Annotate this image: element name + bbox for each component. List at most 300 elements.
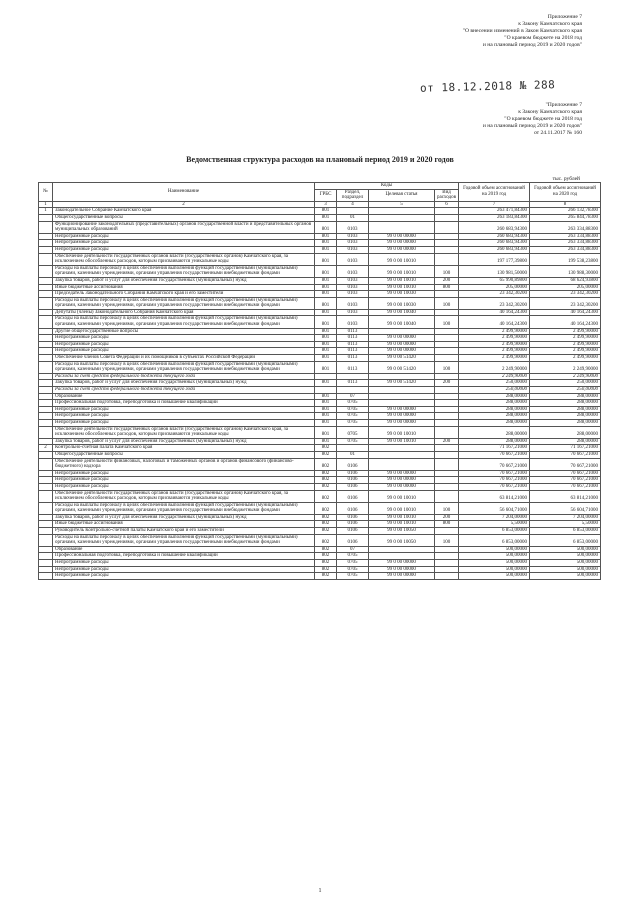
cell-grbs: 802 xyxy=(315,560,337,567)
cell-target xyxy=(369,451,435,458)
col-number: 3 xyxy=(315,201,337,208)
cell-y2019: 500,00000 xyxy=(459,546,530,553)
cell-name: Общегосударственные вопросы xyxy=(53,214,315,221)
note-row xyxy=(39,387,601,394)
cell-grbs: 802 xyxy=(315,502,337,514)
cell-target: 99 0 00 10030 xyxy=(369,291,435,298)
cell-y2020: 56 604,71000 xyxy=(530,502,601,514)
cell-section: 0106 xyxy=(337,514,369,521)
cell-vr: 200 xyxy=(435,277,459,284)
cell-grbs: 801 xyxy=(315,233,337,240)
cell-y2019: 197 177,39800 xyxy=(459,253,530,265)
cell-y2019: 288,00000 xyxy=(459,426,530,438)
header-second-line: и на плановый период 2019 и 2020 годов" xyxy=(482,123,582,129)
cell-target: 99 0 00 10010 xyxy=(369,277,435,284)
cell-section: 0113 xyxy=(337,328,369,335)
cell-section: 0103 xyxy=(337,265,369,277)
cell-name: Непрограммные расходы xyxy=(53,233,315,240)
cell-section: 01 xyxy=(337,214,369,221)
cell-y2020: 288,00000 xyxy=(530,400,601,407)
cell-section: 0103 xyxy=(337,297,369,309)
page-number: 1 xyxy=(318,888,322,894)
cell-target: 99 0 00 00000 xyxy=(369,419,435,426)
cell-y2020: 500,00000 xyxy=(530,546,601,553)
col-number: 5 xyxy=(369,201,435,208)
cell-grbs: 801 xyxy=(315,335,337,342)
cell-vr xyxy=(435,328,459,335)
table-row xyxy=(39,284,601,291)
cell-grbs: 801 xyxy=(315,341,337,348)
cell-name: Расходы на выплаты персоналу в целях обеспечения выполнения функций государственными (муниципальными) органами, казенными учреждениями, органами управления государственными внебюджетными фондами xyxy=(53,297,315,309)
header-top-line: Приложение 7 xyxy=(547,14,582,20)
header-target: Целевая статья xyxy=(369,189,435,201)
cell-target: 99 0 00 00000 xyxy=(369,233,435,240)
cell-vr xyxy=(435,387,459,394)
cell-section: 0705 xyxy=(337,566,369,573)
cell-num xyxy=(39,221,53,233)
cell-num xyxy=(39,426,53,438)
cell-target: 99 0 00 00000 xyxy=(369,477,435,484)
cell-name: Образование xyxy=(53,393,315,400)
cell-grbs: 801 xyxy=(315,348,337,355)
cell-y2020: 2 249,90000 xyxy=(530,361,601,373)
cell-vr xyxy=(435,208,459,215)
cell-y2019: 2 499,90000 xyxy=(459,328,530,335)
cell-grbs: 802 xyxy=(315,546,337,553)
cell-target xyxy=(369,553,435,560)
cell-name: Профессиональная подготовка, переподготовка и повышение квалификации xyxy=(53,553,315,560)
cell-grbs: 802 xyxy=(315,553,337,560)
table-row xyxy=(39,534,601,546)
cell-target xyxy=(369,208,435,215)
cell-y2019: 250,00000 xyxy=(459,380,530,387)
table-row xyxy=(39,348,601,355)
cell-section: 0705 xyxy=(337,400,369,407)
cell-target: 99 0 00 10010 xyxy=(369,490,435,502)
cell-y2020: 205,00000 xyxy=(530,284,601,291)
cell-target: 99 0 00 00000 xyxy=(369,341,435,348)
cell-y2020: 70 667,21000 xyxy=(530,458,601,470)
cell-name: Закупка товаров, работ и услуг для обеспечения государственных (муниципальных) нужд xyxy=(53,438,315,445)
cell-num xyxy=(39,316,53,328)
cell-y2020: 2 249,90000 xyxy=(530,373,601,380)
table-row xyxy=(39,560,601,567)
cell-num xyxy=(39,413,53,420)
cell-vr xyxy=(435,445,459,452)
unit-label: тыс. рублей xyxy=(552,176,580,182)
cell-name: Профессиональная подготовка, переподготовка и повышение квалификации xyxy=(53,400,315,407)
cell-target: 99 0 00 10010 xyxy=(369,502,435,514)
cell-vr: 100 xyxy=(435,361,459,373)
cell-vr xyxy=(435,451,459,458)
table-row xyxy=(39,514,601,521)
header-second-line: от 24.11.2017 № 160 xyxy=(533,130,582,136)
cell-vr xyxy=(435,566,459,573)
table-row xyxy=(39,502,601,514)
cell-target: 99 0 00 51420 xyxy=(369,361,435,373)
cell-y2019: 2 499,90000 xyxy=(459,341,530,348)
header-codes: Коды xyxy=(315,183,459,190)
cell-vr xyxy=(435,240,459,247)
cell-target xyxy=(369,458,435,470)
cell-y2020: 6 853,00000 xyxy=(530,534,601,546)
cell-section: 0705 xyxy=(337,413,369,420)
header-top-line: и на плановый период 2019 и 2020 годов" xyxy=(482,42,582,48)
cell-target xyxy=(369,373,435,380)
table-row xyxy=(39,297,601,309)
table-row xyxy=(39,445,601,452)
cell-section: 0113 xyxy=(337,380,369,387)
cell-vr xyxy=(435,458,459,470)
cell-num xyxy=(39,528,53,535)
cell-vr xyxy=(435,221,459,233)
cell-name: Закупка товаров, работ и услуг для обеспечения государственных (муниципальных) нужд xyxy=(53,380,315,387)
cell-target: 99 0 00 10010 xyxy=(369,426,435,438)
cell-grbs: 801 xyxy=(315,208,337,215)
header-second-line: "Приложение 7 xyxy=(545,102,582,108)
col-number: 2 xyxy=(53,201,315,208)
cell-vr xyxy=(435,406,459,413)
cell-y2019: 5,50000 xyxy=(459,521,530,528)
cell-target: 99 0 00 00000 xyxy=(369,348,435,355)
cell-vr xyxy=(435,413,459,420)
cell-grbs: 801 xyxy=(315,253,337,265)
cell-target: 99 0 00 10010 xyxy=(369,253,435,265)
cell-section: 0103 xyxy=(337,221,369,233)
cell-num xyxy=(39,284,53,291)
cell-section: 0113 xyxy=(337,348,369,355)
cell-y2019: 2 499,90000 xyxy=(459,335,530,342)
cell-name: Непрограммные расходы xyxy=(53,335,315,342)
cell-num xyxy=(39,297,53,309)
document-title: Ведомственная структура расходов на плановый период 2019 и 2020 годов xyxy=(186,155,454,164)
cell-name: Функционирование законодательных (представительных) органов государственной власти и представительных органов муниципальных образований xyxy=(53,221,315,233)
cell-section: 0103 xyxy=(337,253,369,265)
cell-vr: 800 xyxy=(435,284,459,291)
column-number-row xyxy=(39,201,601,208)
cell-name: Непрограммные расходы xyxy=(53,240,315,247)
cell-y2019: 260 683,94300 xyxy=(459,221,530,233)
cell-y2020: 263 334,88300 xyxy=(530,233,601,240)
cell-grbs: 802 xyxy=(315,458,337,470)
cell-num xyxy=(39,490,53,502)
cell-y2019: 71 167,21000 xyxy=(459,445,530,452)
cell-y2020: 40 164,24300 xyxy=(530,309,601,316)
cell-grbs: 802 xyxy=(315,566,337,573)
cell-num xyxy=(39,355,53,362)
cell-target: 99 0 00 00000 xyxy=(369,240,435,247)
cell-vr xyxy=(435,373,459,380)
cell-target: 99 0 00 00000 xyxy=(369,335,435,342)
cell-section: 07 xyxy=(337,393,369,400)
cell-num xyxy=(39,477,53,484)
cell-num xyxy=(39,341,53,348)
cell-section: 0113 xyxy=(337,361,369,373)
cell-num xyxy=(39,240,53,247)
cell-y2019: 260 683,94300 xyxy=(459,246,530,253)
cell-y2019: 130 981,50000 xyxy=(459,265,530,277)
cell-num xyxy=(39,406,53,413)
cell-y2019: 260 683,94300 xyxy=(459,240,530,247)
cell-y2020: 68 624,93800 xyxy=(530,277,601,284)
cell-y2020: 288,00000 xyxy=(530,438,601,445)
header-num: № xyxy=(39,183,53,202)
table-row xyxy=(39,341,601,348)
cell-name: Непрограммные расходы xyxy=(53,477,315,484)
cell-grbs: 801 xyxy=(315,426,337,438)
col-number: 6 xyxy=(435,201,459,208)
cell-grbs: 801 xyxy=(315,297,337,309)
cell-name: Непрограммные расходы xyxy=(53,341,315,348)
cell-grbs: 801 xyxy=(315,361,337,373)
cell-y2019: 288,00000 xyxy=(459,393,530,400)
cell-grbs: 801 xyxy=(315,240,337,247)
cell-y2019: 70 667,21000 xyxy=(459,477,530,484)
header-second-line: к Закону Камчатского края xyxy=(518,109,582,115)
cell-target: 99 0 00 00000 xyxy=(369,560,435,567)
cell-y2019: 205,00000 xyxy=(459,284,530,291)
cell-num xyxy=(39,521,53,528)
cell-vr: 100 xyxy=(435,502,459,514)
cell-target: 99 0 00 00000 xyxy=(369,413,435,420)
cell-y2019: 288,00000 xyxy=(459,438,530,445)
cell-y2019: 250,00000 xyxy=(459,387,530,394)
cell-target: 99 0 00 51420 xyxy=(369,355,435,362)
cell-y2019: 500,00000 xyxy=(459,566,530,573)
cell-num xyxy=(39,534,53,546)
cell-y2020: 2 499,90000 xyxy=(530,328,601,335)
table-row xyxy=(39,419,601,426)
table-row xyxy=(39,553,601,560)
cell-y2019: 500,00000 xyxy=(459,573,530,580)
cell-y2020: 500,00000 xyxy=(530,553,601,560)
cell-num xyxy=(39,328,53,335)
cell-section: 0106 xyxy=(337,528,369,535)
cell-name: Иные бюджетные ассигнования xyxy=(53,521,315,528)
cell-num xyxy=(39,246,53,253)
cell-target: 99 0 00 00000 xyxy=(369,406,435,413)
cell-grbs: 801 xyxy=(315,284,337,291)
table-row xyxy=(39,355,601,362)
table-row xyxy=(39,438,601,445)
cell-grbs: 802 xyxy=(315,521,337,528)
table-row xyxy=(39,490,601,502)
cell-grbs: 802 xyxy=(315,573,337,580)
cell-vr xyxy=(435,470,459,477)
table-row xyxy=(39,413,601,420)
cell-y2019: 2 249,90000 xyxy=(459,373,530,380)
cell-num xyxy=(39,483,53,490)
cell-name: Расходы за счет средств федерального бюджета текущего года xyxy=(53,387,315,394)
cell-grbs: 801 xyxy=(315,309,337,316)
cell-grbs: 801 xyxy=(315,246,337,253)
cell-y2020: 70 667,21000 xyxy=(530,477,601,484)
cell-target xyxy=(369,221,435,233)
col-number: 7 xyxy=(459,201,530,208)
table-header-row xyxy=(39,183,601,190)
cell-num xyxy=(39,335,53,342)
table-row xyxy=(39,458,601,470)
cell-section: 0113 xyxy=(337,355,369,362)
cell-grbs: 802 xyxy=(315,445,337,452)
cell-vr xyxy=(435,348,459,355)
cell-vr xyxy=(435,214,459,221)
cell-y2020: 500,00000 xyxy=(530,573,601,580)
cell-name: Расходы на выплаты персоналу в целях обеспечения выполнения функций государственными (муниципальными) органами, казенными учреждениями, органами управления государственными внебюджетными фондами xyxy=(53,265,315,277)
cell-y2019: 23 342,30200 xyxy=(459,291,530,298)
cell-vr xyxy=(435,393,459,400)
cell-name: Обеспечение деятельности финансовых, налоговых и таможенных органов и органов финансового (финансово-бюджетного) надзора xyxy=(53,458,315,470)
cell-name: Расходы на выплаты персоналу в целях обеспечения выполнения функций государственными (муниципальными) органами, казенными учреждениями, органами управления государственными внебюджетными фондами xyxy=(53,316,315,328)
cell-name: Обеспечение членов Совета Федерации и их помощников в субъектах Российской Федерации xyxy=(53,355,315,362)
cell-name: Непрограммные расходы xyxy=(53,483,315,490)
table-row xyxy=(39,265,601,277)
table-row xyxy=(39,246,601,253)
table-row xyxy=(39,253,601,265)
table-row xyxy=(39,393,601,400)
header-top-line: "О внесении изменений в Закон Камчатского края xyxy=(462,28,582,34)
cell-num xyxy=(39,514,53,521)
cell-num xyxy=(39,233,53,240)
table-row xyxy=(39,361,601,373)
cell-vr: 200 xyxy=(435,380,459,387)
cell-num xyxy=(39,546,53,553)
cell-name: Расходы за счет средств федерального бюджета текущего года xyxy=(53,373,315,380)
cell-name: Расходы на выплаты персоналу в целях обеспечения выполнения функций государственными (муниципальными) органами, казенными учреждениями, органами управления государственными внебюджетными фондами xyxy=(53,534,315,546)
header-grbs: ГРБС xyxy=(315,189,337,201)
cell-name: Непрограммные расходы xyxy=(53,348,315,355)
cell-y2020: 250,00000 xyxy=(530,387,601,394)
table-row xyxy=(39,233,601,240)
cell-name: Обеспечение деятельности государственных органов власти (государственных органов) Камчатского края, за исключением обособленных расходов, которым присваиваются уникальные коды xyxy=(53,253,315,265)
cell-grbs: 801 xyxy=(315,221,337,233)
cell-section: 0113 xyxy=(337,341,369,348)
table-row xyxy=(39,426,601,438)
cell-name: Контрольно-счетная палата Камчатского края xyxy=(53,445,315,452)
cell-y2020: 71 167,21000 xyxy=(530,445,601,452)
cell-y2019: 70 667,21000 xyxy=(459,458,530,470)
cell-section: 0103 xyxy=(337,277,369,284)
cell-name: Закупка товаров, работ и услуг для обеспечения государственных (муниципальных) нужд xyxy=(53,277,315,284)
cell-target: 99 0 00 10040 xyxy=(369,316,435,328)
cell-section: 0705 xyxy=(337,573,369,580)
cell-section: 0103 xyxy=(337,246,369,253)
cell-target xyxy=(369,214,435,221)
expenditure-table xyxy=(38,182,601,580)
cell-y2020: 2 499,90000 xyxy=(530,341,601,348)
cell-section xyxy=(337,373,369,380)
header-top-line: "О краевом бюджете на 2018 год xyxy=(504,35,582,41)
table-row xyxy=(39,566,601,573)
cell-y2020: 288,00000 xyxy=(530,426,601,438)
cell-y2020: 263 334,88300 xyxy=(530,240,601,247)
table-row xyxy=(39,316,601,328)
cell-y2019: 70 667,21000 xyxy=(459,483,530,490)
cell-name: Иные бюджетные ассигнования xyxy=(53,284,315,291)
cell-section: 0705 xyxy=(337,419,369,426)
cell-grbs: 801 xyxy=(315,355,337,362)
cell-target: 99 0 00 10010 xyxy=(369,521,435,528)
cell-num xyxy=(39,373,53,380)
cell-target xyxy=(369,393,435,400)
cell-name: Руководитель Контрольно-счетной палаты Камчатского края и его заместители xyxy=(53,528,315,535)
cell-name: Обеспечение деятельности государственных органов власти (государственных органов) Камчатского края, за исключением обособленных расходов, которым присваиваются уникальные коды xyxy=(53,490,315,502)
cell-grbs: 801 xyxy=(315,413,337,420)
table-row xyxy=(39,335,601,342)
cell-grbs: 801 xyxy=(315,291,337,298)
cell-y2019: 500,00000 xyxy=(459,553,530,560)
cell-section: 0103 xyxy=(337,316,369,328)
header-top-line: к Закону Камчатского края xyxy=(518,21,582,27)
cell-target: 99 0 00 10050 xyxy=(369,528,435,535)
cell-grbs: 801 xyxy=(315,406,337,413)
cell-name: Депутаты (члены) Законодательного Собрания Камчатского края xyxy=(53,309,315,316)
cell-grbs: 802 xyxy=(315,528,337,535)
cell-section: 0106 xyxy=(337,521,369,528)
cell-num xyxy=(39,361,53,373)
cell-y2019: 500,00000 xyxy=(459,560,530,567)
cell-grbs: 801 xyxy=(315,419,337,426)
cell-target: 99 0 00 10010 xyxy=(369,284,435,291)
cell-num xyxy=(39,451,53,458)
cell-grbs: 801 xyxy=(315,393,337,400)
cell-name: Обеспечение деятельности государственных органов власти (государственных органов) Камчатского края, за исключением обособленных расходов, которым присваиваются уникальные коды xyxy=(53,426,315,438)
cell-vr xyxy=(435,573,459,580)
cell-grbs: 802 xyxy=(315,514,337,521)
cell-name: Образование xyxy=(53,546,315,553)
cell-y2020: 265 844,78300 xyxy=(530,214,601,221)
col-number: 1 xyxy=(39,201,53,208)
cell-section: 0103 xyxy=(337,291,369,298)
table-row xyxy=(39,573,601,580)
table-row xyxy=(39,380,601,387)
header-name: Наименование xyxy=(53,183,315,202)
cell-name: Расходы на выплаты персоналу в целях обеспечения выполнения функций государственными (муниципальными) органами, казенными учреждениями, органами управления государственными внебюджетными фондами xyxy=(53,502,315,514)
cell-y2020: 500,00000 xyxy=(530,560,601,567)
table-row xyxy=(39,521,601,528)
cell-y2019: 65 990,89800 xyxy=(459,277,530,284)
cell-section: 0103 xyxy=(337,309,369,316)
cell-y2019: 263 183,84300 xyxy=(459,214,530,221)
cell-name: Непрограммные расходы xyxy=(53,560,315,567)
cell-target xyxy=(369,328,435,335)
table-row xyxy=(39,221,601,233)
cell-name: Расходы на выплаты персоналу в целях обеспечения выполнения функций государственными (муниципальными) органами, казенными учреждениями, органами управления государственными внебюджетными фондами xyxy=(53,361,315,373)
cell-target xyxy=(369,445,435,452)
cell-target: 99 0 00 10030 xyxy=(369,297,435,309)
cell-section: 0705 xyxy=(337,426,369,438)
table-row xyxy=(39,400,601,407)
cell-grbs: 801 xyxy=(315,380,337,387)
cell-name: Другие общегосударственные вопросы xyxy=(53,328,315,335)
cell-y2019: 260 683,94300 xyxy=(459,233,530,240)
cell-section: 0106 xyxy=(337,502,369,514)
cell-num xyxy=(39,553,53,560)
cell-y2020: 266 132,78300 xyxy=(530,208,601,215)
cell-y2020: 2 499,90000 xyxy=(530,355,601,362)
cell-y2020: 288,00000 xyxy=(530,413,601,420)
cell-y2020: 7 204,00000 xyxy=(530,514,601,521)
cell-grbs: 802 xyxy=(315,490,337,502)
header-second xyxy=(483,102,582,137)
cell-y2019: 40 164,24300 xyxy=(459,309,530,316)
cell-y2020: 199 538,23800 xyxy=(530,253,601,265)
cell-vr xyxy=(435,355,459,362)
cell-y2020: 2 499,90000 xyxy=(530,335,601,342)
table-row xyxy=(39,240,601,247)
cell-section: 0103 xyxy=(337,240,369,247)
cell-target: 99 0 00 10040 xyxy=(369,309,435,316)
